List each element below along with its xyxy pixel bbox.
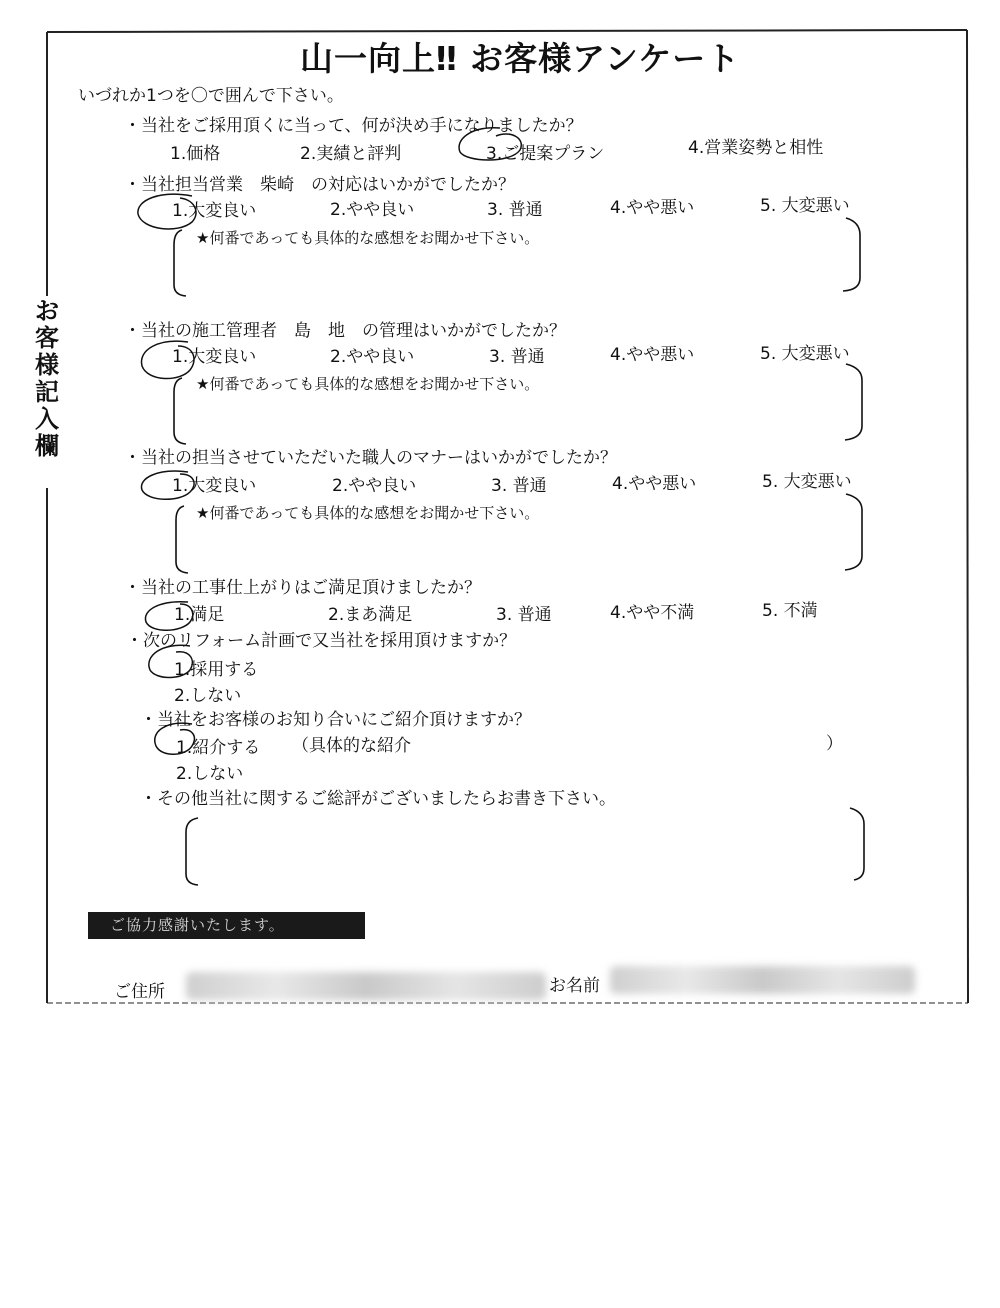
q3-option-3[interactable]: 3. 普通 [489, 347, 545, 367]
side-label-char: 客 [35, 324, 59, 352]
q5-option-5[interactable]: 5. 不満 [762, 601, 818, 621]
question-6: ・次のリフォーム計画で又当社を採用頂けますか？ [126, 631, 517, 651]
q2-option-3[interactable]: 3. 普通 [487, 200, 543, 220]
q4-option-4[interactable]: 4.やや悪い [612, 474, 697, 494]
instruction-text: いづれか1つを〇で囲んで下さい。 [78, 86, 344, 106]
name-label: お名前 [549, 976, 600, 996]
side-label-char: 欄 [35, 432, 59, 460]
q5-option-3[interactable]: 3. 普通 [496, 605, 552, 625]
q5-option-1[interactable]: 1.満足 [174, 605, 225, 625]
q3-option-1[interactable]: 1.大変良い [172, 347, 257, 367]
q3-note: ★何番であっても具体的な感想をお聞かせ下さい。 [196, 375, 540, 393]
q7-referral-paren-open: （具体的な紹介 [292, 736, 411, 756]
q3-option-5[interactable]: 5. 大変悪い [760, 344, 850, 364]
side-label-char: 記 [35, 378, 59, 406]
q2-option-1[interactable]: 1.大変良い [172, 201, 257, 221]
q7-referral-paren-close: ） [826, 734, 843, 754]
question-8: ・その他当社に関するご総評がございましたらお書き下さい。 [140, 789, 616, 809]
q1-option-2[interactable]: 2.実績と評判 [300, 144, 402, 164]
thanks-banner: ご協力感謝いたします。 [88, 912, 365, 939]
side-label-char: 様 [35, 351, 59, 379]
q3-option-4[interactable]: 4.やや悪い [610, 345, 695, 365]
question-3: ・当社の施工管理者 島 地 の管理はいかがでしたか？ [124, 321, 566, 341]
side-label-char: お [35, 297, 59, 325]
q5-option-4[interactable]: 4.やや不満 [610, 603, 695, 623]
q2-note: ★何番であっても具体的な感想をお聞かせ下さい。 [196, 229, 540, 247]
q2-option-5[interactable]: 5. 大変悪い [760, 196, 850, 216]
side-label [32, 298, 62, 460]
q3-option-2[interactable]: 2.やや良い [330, 347, 415, 367]
question-4: ・当社の担当させていただいた職人のマナーはいかがでしたか？ [124, 448, 617, 468]
name-redacted [610, 966, 915, 994]
q2-option-4[interactable]: 4.やや悪い [610, 198, 695, 218]
q6-option-1[interactable]: 1.採用する [174, 660, 259, 680]
q4-option-1[interactable]: 1.大変良い [172, 476, 257, 496]
q2-option-2[interactable]: 2.やや良い [330, 200, 415, 220]
q7-option-2[interactable]: 2.しない [176, 764, 244, 784]
q1-option-1[interactable]: 1.価格 [170, 144, 221, 164]
q7-option-1[interactable]: 1.紹介する [176, 738, 261, 758]
address-label: ご住所 [114, 982, 165, 1002]
question-1: ・当社をご採用頂くに当って、何が決め手になりましたか？ [124, 116, 583, 136]
page-title: 山一向上‼ お客様アンケート [300, 39, 741, 78]
q4-option-2[interactable]: 2.やや良い [332, 476, 417, 496]
q5-option-2[interactable]: 2.まあ満足 [328, 605, 413, 625]
q4-option-5[interactable]: 5. 大変悪い [762, 472, 852, 492]
question-2: ・当社担当営業 柴崎 の対応はいかがでしたか？ [124, 175, 515, 195]
question-5: ・当社の工事仕上がりはご満足頂けましたか？ [124, 578, 481, 598]
q1-option-4[interactable]: 4.営業姿勢と相性 [688, 138, 824, 158]
side-label-char: 入 [35, 405, 59, 433]
q4-note: ★何番であっても具体的な感想をお聞かせ下さい。 [196, 504, 540, 522]
address-redacted [186, 972, 546, 1000]
question-7: ・当社をお客様のお知り合いにご紹介頂けますか？ [140, 710, 531, 730]
q4-option-3[interactable]: 3. 普通 [491, 476, 547, 496]
q1-option-3[interactable]: 3.ご提案プラン [486, 144, 605, 164]
q6-option-2[interactable]: 2.しない [174, 686, 242, 706]
